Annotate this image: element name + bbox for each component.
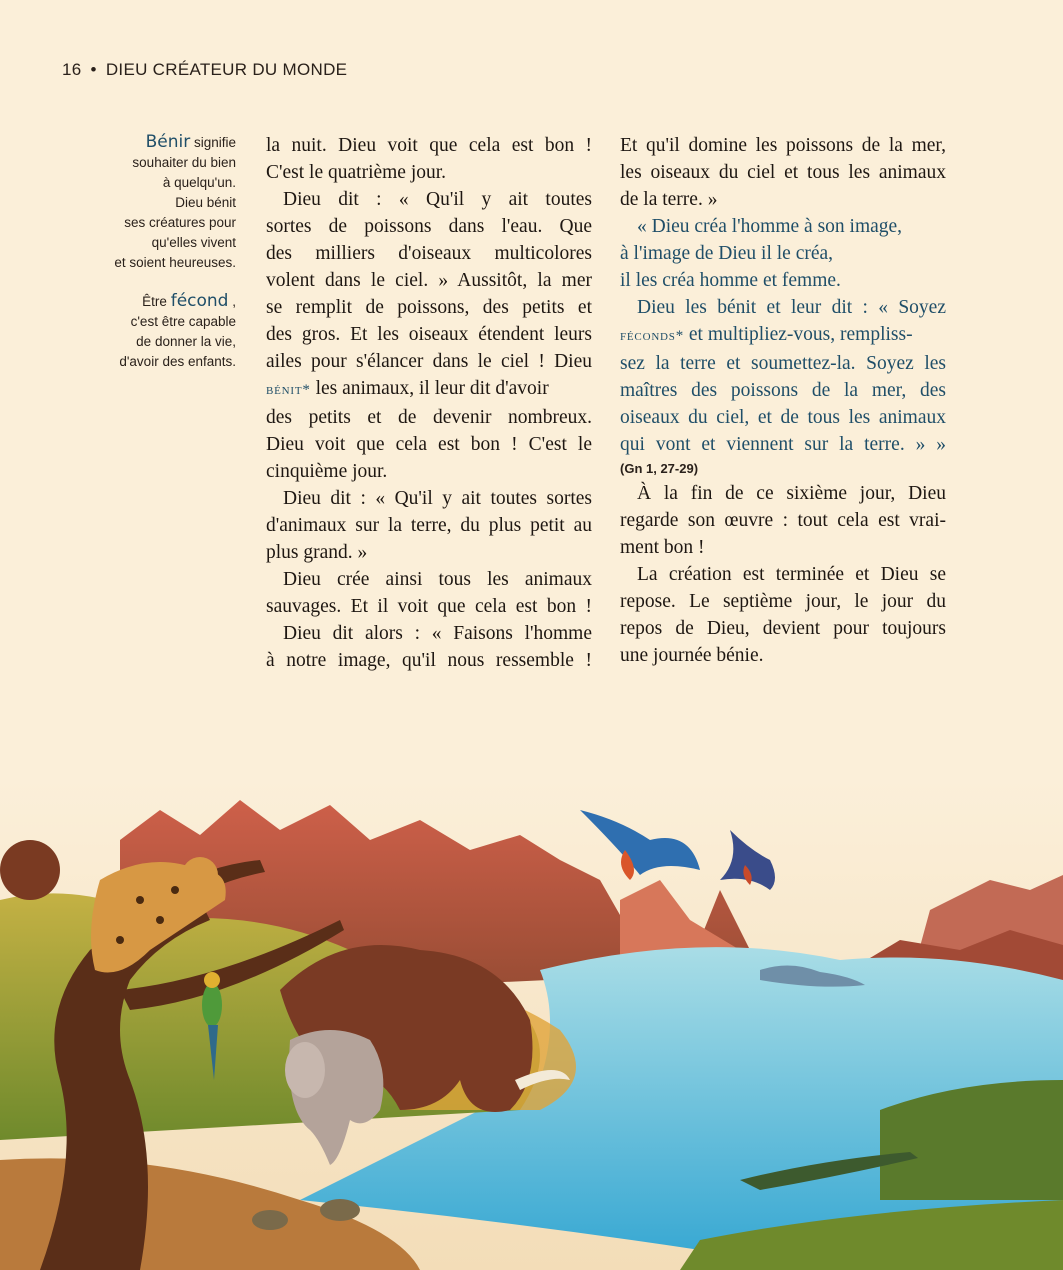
quote-line: il les créa homme et femme. — [620, 270, 841, 291]
text-column-right — [620, 132, 946, 669]
quote-line: à l'image de Dieu il le créa, — [620, 243, 834, 264]
text-line: sauvages. Et il voit que cela est bon ! — [266, 596, 592, 617]
glossary-text: c'est être capable — [130, 314, 236, 329]
glossary-text: souhaiter du bien — [132, 155, 236, 170]
glossary-reference: bénit* — [266, 382, 311, 398]
glossary-text: Être — [142, 294, 167, 309]
text-line: regarde son œuvre : tout cela est vrai- — [620, 510, 946, 531]
creation-landscape-illustration — [0, 780, 1063, 1270]
page-number: 16 — [62, 60, 82, 79]
text-line: La création est terminée et Dieu se — [637, 564, 946, 585]
text-line: les oiseaux du ciel et tous les animaux — [620, 162, 946, 183]
text-line: Dieu dit : « Qu'il y ait toutes sortes — [283, 488, 592, 509]
text-line — [266, 375, 592, 404]
text-line: Dieu dit : « Qu'il y ait toutes — [283, 189, 592, 210]
quote-line: « Dieu créa l'homme à son image, — [637, 216, 903, 237]
quote-line: Dieu les bénit et leur dit : « Soyez — [637, 297, 946, 318]
bible-reference: (Gn 1, 27-29) — [620, 461, 699, 476]
glossary-text: et soient heureuses. — [114, 255, 236, 270]
text-line: C'est le quatrième jour. — [266, 162, 447, 183]
glossary-text: de donner la vie, — [136, 334, 236, 349]
glossary-text: d'avoir des enfants. — [119, 354, 236, 369]
quote-line: sez la terre et soumettez-la. Soyez les — [620, 353, 946, 374]
text-line: volent dans le ciel. » Aussitôt, la mer — [266, 270, 592, 291]
text-line: Et qu'il domine les poissons de la mer, — [620, 135, 946, 156]
header-separator: • — [90, 60, 97, 79]
quote-line: maîtres des poissons de la mer, des — [620, 380, 946, 401]
text-line: sortes de poissons dans l'eau. Que — [266, 216, 592, 237]
glossary-text: , — [232, 294, 236, 309]
glossary-text: Dieu bénit — [175, 195, 236, 210]
text-line: des petits et de devenir nombreux. — [266, 407, 592, 428]
glossary-text: à quelqu'un. — [162, 175, 236, 190]
text-line: repos de Dieu, devient pour toujours — [620, 618, 946, 639]
running-header — [62, 60, 347, 80]
text-line: d'animaux sur la terre, du plus petit au — [266, 515, 592, 536]
text-line: repose. Le septième jour, le jour du — [620, 591, 946, 612]
text-line: Dieu voit que cela est bon ! C'est le — [266, 434, 592, 455]
text-line: Dieu dit alors : « Faisons l'homme — [283, 623, 592, 644]
glossary-text: signifie — [193, 135, 236, 150]
glossary-sidebar — [96, 132, 236, 390]
quote-line: qui vont et viennent sur la terre. » » — [620, 434, 946, 455]
text-line: cinquième jour. — [266, 461, 388, 482]
glossary-entry-benir — [96, 132, 236, 273]
glossary-text: qu'elles vivent — [151, 235, 236, 250]
text-line: À la fin de ce sixième jour, Dieu — [637, 483, 946, 504]
text-line: ailes pour s'élancer dans le ciel ! Dieu — [266, 351, 592, 372]
text-line: de la terre. » — [620, 189, 718, 210]
text-column-left — [266, 132, 592, 674]
glossary-text: ses créatures pour — [124, 215, 236, 230]
glossary-entry-fecond — [96, 291, 236, 372]
bible-quotation — [620, 213, 946, 458]
text-line: la nuit. Dieu voit que cela est bon ! — [266, 135, 592, 156]
text-line: des milliers d'oiseaux multicolores — [266, 243, 592, 264]
text-line: plus grand. » — [266, 542, 368, 563]
quote-line — [620, 321, 946, 350]
text-line: Dieu crée ainsi tous les animaux — [283, 569, 592, 590]
text-line: se remplit de poissons, des petits et — [266, 297, 592, 318]
text-fragment: les animaux, il leur dit d'avoir — [310, 378, 549, 399]
text-line: une journée bénie. — [620, 645, 764, 666]
quote-line: oiseaux du ciel, et de tous les animaux — [620, 407, 946, 428]
text-line: à notre image, qu'il nous ressemble ! — [266, 650, 592, 671]
glossary-term: fécond — [170, 291, 229, 311]
text-fragment: et multipliez-vous, rempliss- — [684, 324, 913, 345]
text-line: des gros. Et les oiseaux étendent leurs — [266, 324, 592, 345]
chapter-title: DIEU CRÉATEUR DU MONDE — [105, 60, 348, 79]
text-line: ment bon ! — [620, 537, 705, 558]
glossary-reference: féconds* — [620, 328, 685, 344]
glossary-term: Bénir — [145, 132, 191, 152]
